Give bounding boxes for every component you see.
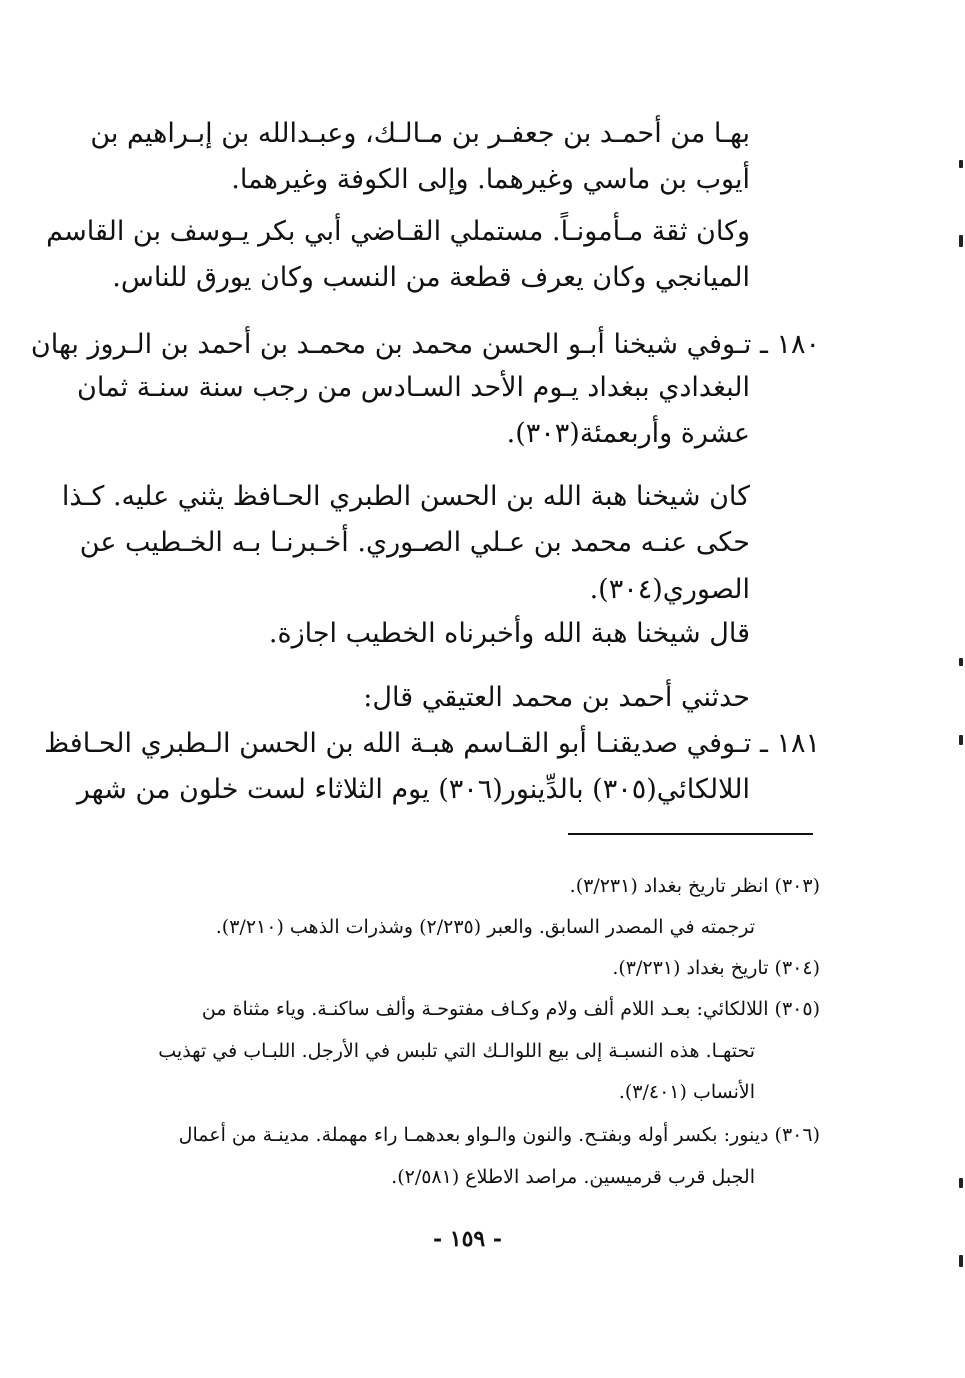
entry-180-line-3: عشرة وأربعمئة(٣٠٣). (506, 418, 750, 449)
footnote-305-line-3: الأنساب (٣/٤٠١). (618, 1081, 755, 1103)
body-line-12: حدثني أحمد بن محمد العتيقي قال: (363, 682, 750, 713)
footnote-305-line-1: (٣٠٥) اللالكائي: بعـد اللام ألف ولام وكـاف مفتوحـة وألف ساكنـة. وياء مثناة من (201, 998, 820, 1020)
entry-181-line-1: ١٨١ ـ تـوفي صديقنـا أبو القـاسم هبـة الله بن الحسن الـطبري الحـافظ (44, 728, 820, 759)
page-number: - ١٥٩ - (432, 1226, 503, 1252)
scan-speck (959, 658, 963, 666)
entry-180-line-1: ١٨٠ ـ تـوفي شيخنا أبـو الحسن محمد بن محمـد بن أحمد بن الـروز بهان (30, 329, 820, 360)
footnote-306-line-1: (٣٠٦) دينور: بكسر أوله وبفتـح. والنون والـواو بعدهمـا راء مهملة. مدينـة من أعمال (178, 1124, 820, 1146)
body-line-11: قال شيخنا هبة الله وأخبرناه الخطيب اجازة. (268, 618, 750, 649)
entry-181-line-2: اللالكائي(٣٠٥) بالدِّينور(٣٠٦) يوم الثلاثاء لست خلون من شهر (76, 774, 750, 805)
footnote-306-line-2: الجبل قرب قرميسين. مراصد الاطلاع (٢/٥٨١). (391, 1166, 755, 1188)
scan-speck (959, 235, 963, 247)
body-line-1: بهـا من أحمـد بن جعفـر بن مـالـك، وعبـدالله بن إبـراهيم بن (90, 118, 750, 149)
body-line-2: أيوب بن ماسي وغيرهما. وإلى الكوفة وغيرهما. (231, 164, 750, 195)
footnote-divider (568, 833, 813, 835)
scan-speck (959, 1178, 963, 1188)
scan-speck (959, 735, 963, 745)
entry-180-line-2: البغدادي ببغداد يـوم الأحد السـادس من رجب سنة سنـة ثمان (77, 372, 750, 403)
body-line-4: الميانجي وكان يعرف قطعة من النسب وكان يورق للناس. (112, 262, 750, 293)
body-line-10: الصوري(٣٠٤). (589, 574, 750, 605)
footnote-305-line-2: تحتهـا. هذه النسبـة إلى بيع اللوالـك التي تلبس في الأرجل. اللبـاب في تهذيب (158, 1040, 755, 1062)
body-line-9: حكى عنـه محمد بن عـلي الصـوري. أخـبرنـا بـه الخـطيب عن (79, 527, 750, 558)
body-line-8: كان شيخنا هبة الله بن الحسن الطبري الحـافظ يثني عليه. كـذا (61, 481, 750, 512)
footnote-303-cont: ترجمته في المصدر السابق. والعبر (٢/٢٣٥) وشذرات الذهب (٣/٢١٠). (215, 916, 755, 938)
footnote-304: (٣٠٤) تاريخ بغداد (٣/٢٣١). (612, 957, 820, 979)
scan-speck (959, 160, 963, 168)
footnote-303: (٣٠٣) انظر تاريخ بغداد (٣/٢٣١). (569, 875, 820, 897)
body-line-3: وكان ثقة مـأمونـاً. مستملي القـاضي أبي بكر يـوسف بن القاسم (46, 216, 750, 247)
scan-speck (959, 1255, 963, 1267)
